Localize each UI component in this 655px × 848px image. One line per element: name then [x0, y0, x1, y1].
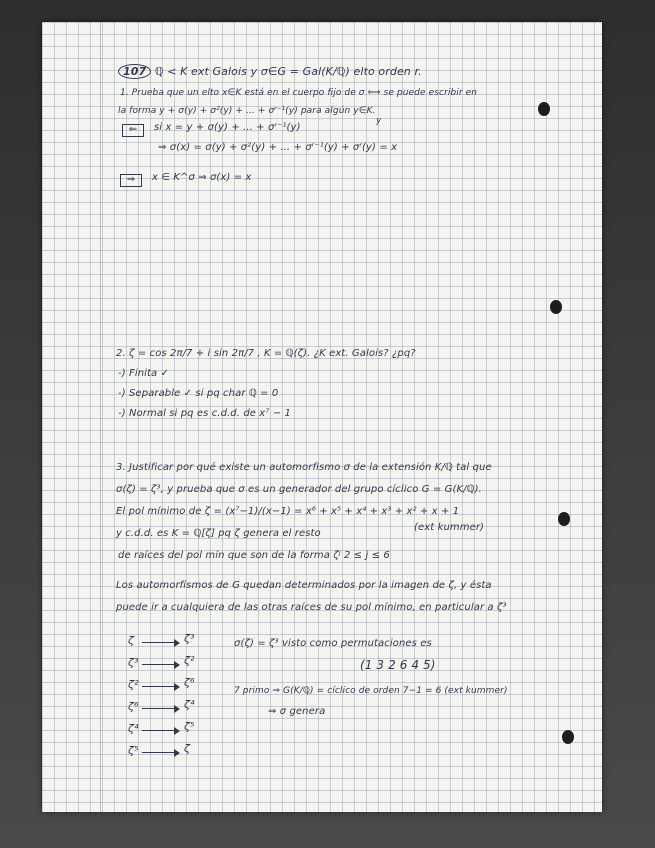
problem-number: 107: [118, 64, 151, 79]
part3-line4: y c.d.d. es K = ℚ[ζ] pq ζ genera el resto: [116, 528, 321, 539]
map-from: ζ⁶: [128, 700, 139, 713]
maps-to-arrow-icon: [142, 752, 178, 753]
maps-to-arrow-icon: [142, 664, 178, 665]
perm-line3: 7 primo ⇒ G(K/ℚ) = cíclico de orden 7−1 = 6 (ext kummer): [234, 686, 508, 696]
maps-to-arrow-icon: [142, 730, 178, 731]
map-to: ζ: [184, 742, 191, 755]
map-from: ζ⁵: [128, 744, 139, 757]
part1-line4: ⇒ σ(x) = σ(y) + σ²(y) + ... + σʳ⁻¹(y) + σʳ(y) = x: [158, 142, 398, 153]
binder-hole-icon: [538, 102, 550, 116]
part1-line2: la forma y + σ(y) + σ²(y) + ... + σʳ⁻¹(y) para algún y∈K.: [118, 106, 376, 116]
map-to: ζ⁶: [184, 676, 195, 689]
map-to: ζ⁵: [184, 720, 195, 733]
problem-header: [118, 64, 422, 79]
part3-line3: El pol mínimo de ζ = (x⁷−1)/(x−1) = x⁶ + x⁵ + x⁴ + x³ + x² + x + 1: [116, 506, 460, 517]
part2-line2: -) Finita ✓: [118, 368, 170, 379]
maps-to-arrow-icon: [142, 686, 178, 687]
part3-line2: σ(ζ) = ζ³, y prueba que σ es un generador del grupo cíclico G = G(K/ℚ).: [116, 484, 482, 495]
binder-hole-icon: [562, 730, 574, 744]
part1-line1: 1. Prueba que un elto x∈K está en el cuerpo fijo de σ ⟺ se puede escribir en: [120, 88, 478, 98]
implies-left-box-icon: ⇐: [122, 124, 144, 137]
margin-line: [100, 22, 101, 812]
map-to: ζ²: [184, 654, 195, 667]
perm-line1: σ(ζ) = ζ³ visto como permutaciones es: [234, 638, 432, 649]
map-from: ζ²: [128, 678, 139, 691]
part3-line1: 3. Justificar por qué existe un automorfismo σ de la extensión K/ℚ tal que: [116, 462, 492, 473]
perm-cycle: (1 3 2 6 4 5): [360, 658, 436, 672]
part3-line6: Los automorfismos de G quedan determinados por la imagen de ζ, y ésta: [116, 580, 492, 591]
part2-line4: -) Normal si pq es c.d.d. de x⁷ − 1: [118, 408, 291, 419]
part3-line7: puede ir a cualquiera de las otras raíces de su pol mínimo, en particular a ζ³: [116, 602, 507, 613]
notebook-page: [42, 22, 602, 812]
perm-line4: ⇒ σ genera: [268, 706, 326, 717]
problem-statement: ℚ < K ext Galois y σ∈G = Gal(K/ℚ) elto orden r.: [154, 65, 422, 78]
part2-line1: 2. ζ = cos 2π/7 + i sin 2π/7 , K = ℚ(ζ). ¿K ext. Galois? ¿pq?: [116, 348, 416, 359]
maps-to-arrow-icon: [142, 708, 178, 709]
part3-kummer-note: (ext kummer): [414, 522, 485, 533]
binder-hole-icon: [550, 300, 562, 314]
part1-y-note: y: [376, 116, 382, 126]
map-from: ζ: [128, 634, 135, 647]
part1-line3: si x = y + σ(y) + ... + σʳ⁻¹(y): [154, 122, 301, 133]
maps-to-arrow-icon: [142, 642, 178, 643]
map-to: ζ⁴: [184, 698, 195, 711]
map-to: ζ³: [184, 632, 195, 645]
implies-right-box-icon: ⇒: [120, 174, 142, 187]
part3-line5: de raíces del pol mín que son de la forma ζʲ 2 ≤ j ≤ 6: [118, 550, 390, 561]
part1-line5: x ∈ K^σ ⇒ σ(x) = x: [152, 172, 252, 183]
binder-hole-icon: [558, 512, 570, 526]
map-from: ζ⁴: [128, 722, 139, 735]
part2-line3: -) Separable ✓ si pq char ℚ = 0: [118, 388, 279, 399]
map-from: ζ³: [128, 656, 139, 669]
